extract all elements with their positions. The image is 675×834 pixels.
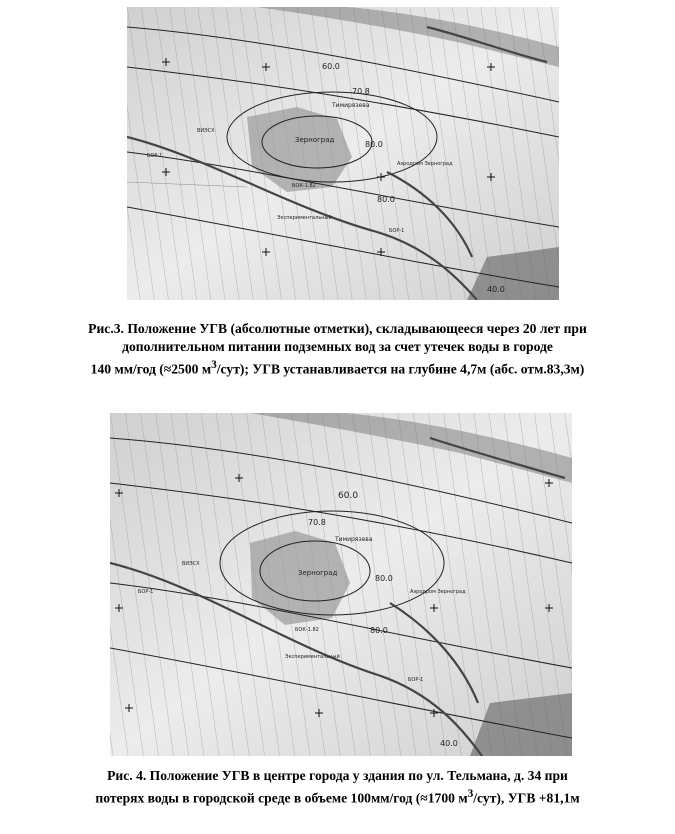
groundwater-map-4 (110, 413, 572, 756)
contour-label-80: 80.0 (365, 140, 383, 149)
contour-label-70: 70.8 (308, 518, 326, 527)
caption-line (0, 785, 675, 808)
station-label: Экспериментальный (285, 654, 340, 660)
well-label-1: БОР-1 (138, 589, 154, 595)
well-label-2: БОК-1.82 (292, 183, 316, 189)
well-label-3: БОР-1 (408, 677, 424, 683)
caption-text: /сут), УГВ +81,1м (473, 790, 580, 806)
caption-superscript: 3 (211, 359, 217, 371)
figure-3-map (127, 7, 559, 300)
town-label: Зерноград (298, 569, 338, 577)
caption-line: дополнительном питании подземных вод за счет утечек воды в городе (122, 339, 553, 354)
figure-4-caption (0, 767, 675, 808)
groundwater-map-3 (127, 7, 559, 300)
well-label-3: БОР-1 (389, 228, 405, 234)
school-label: ВИЭСХ (182, 561, 200, 567)
village-label: Тимирязева (335, 536, 373, 543)
town-label: Зерноград (295, 136, 335, 144)
well-label-2: БОК-1.82 (295, 627, 319, 633)
contour-label-40: 40.0 (440, 739, 458, 748)
contour-label-80b: 80.0 (370, 626, 388, 635)
contour-label-70: 70.8 (352, 87, 370, 96)
contour-label-60: 60.0 (322, 62, 340, 71)
contour-label-80: 80.0 (375, 574, 393, 583)
caption-text: /сут); УГВ устанавливается на глубине 4,7м (абс. отм.83,3м) (216, 361, 585, 377)
contour-label-80b: 80.0 (377, 195, 395, 204)
caption-line: Рис. 4. Положение УГВ в центре города у здания по ул. Тельмана, д. 34 при (107, 768, 568, 783)
well-label-1: БОР-1 (147, 153, 163, 159)
airport-label: Аэродром Зерноград (397, 161, 453, 167)
caption-superscript: 3 (467, 788, 474, 800)
figure-4-map (110, 413, 572, 756)
school-label: ВИЭСХ (197, 128, 215, 134)
airport-label: Аэродром Зерноград (410, 589, 466, 595)
contour-label-60: 60.0 (338, 491, 359, 501)
caption-line (0, 356, 675, 379)
village-label: Тимирязева (332, 102, 370, 109)
caption-text: 140 мм/год (≈2500 м (90, 361, 212, 377)
figure-3-caption (0, 320, 675, 379)
contour-label-40: 40.0 (487, 285, 505, 294)
caption-line: Рис.3. Положение УГВ (абсолютные отметки), складывающееся через 20 лет при (88, 321, 587, 336)
station-label: Экспериментальный (277, 215, 332, 221)
caption-text: потерях воды в городской среде в объеме 100мм/год (≈1700 м (95, 790, 468, 806)
